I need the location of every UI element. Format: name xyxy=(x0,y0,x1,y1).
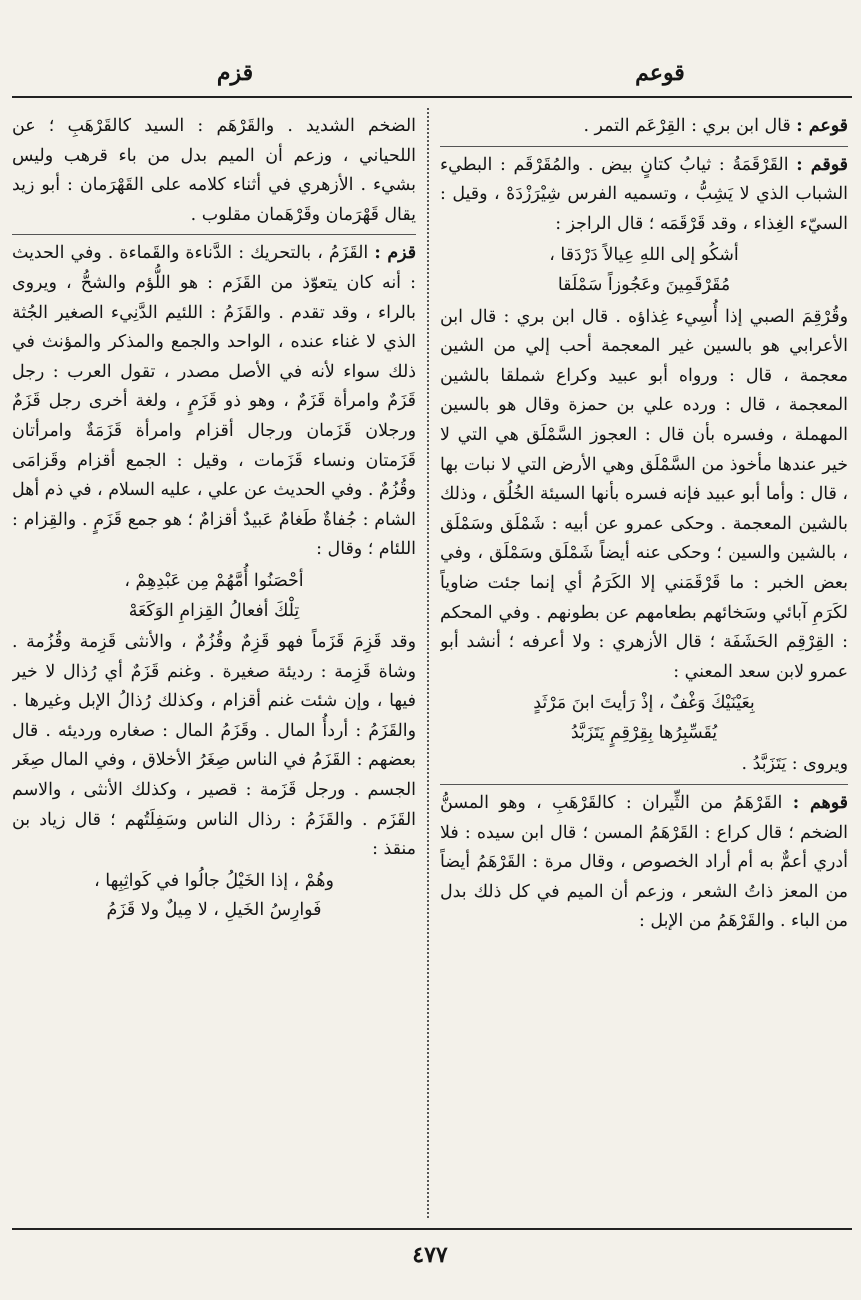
entry-text: القَرْهَمُ من الثِّيران : كالقَرْهَبِ ، وهو المسنُّ الضخم ؛ قال كراع : القَرْهَمُ المسن ؛ قال ابن سيده : فلا أدري أعمٌّ به أم أراد الخصوص ، وقال مرة : القَرْهَمُ أيضاً من المعز ذاتُ الشعر ، وزعم أن الميم في كل ذلك بدل من الباء . والقَرْهَمُ من الإبل : xyxy=(440,793,848,932)
entry-text: قال ابن بري : القِرْعَم التمر . xyxy=(583,116,791,136)
entry-text: الضخم الشديد . والقَرْهَم : السيد كالقَرْهَبِ ؛ عن اللحياني ، وزعم أن الميم بدل من باء قرهب وليس بشيء . الأزهري في أثناء كلامه على القَهْرَمان : أبو زيد يقال قَهْرَمان وقَرْهَمان مقلوب . xyxy=(12,116,416,225)
verse-line: أحْصَنُوا أُمَّهُمْ مِن عَبْدِهِمْ ، xyxy=(124,570,304,591)
verse-line: وهُمْ ، إذا الخَيْلُ جالُوا في كَواثِبِها ، xyxy=(94,870,334,891)
entry-qazam xyxy=(12,239,416,926)
entry-text: القَرْقَمَةُ : ثيابُ كتانٍ بيض . والمُقَرْقَم : البطيء الشباب الذي لا يَشِبُّ ، وتسميه الفرس شِيْرَزْدَهْ ، وقيل : السيّء الغِذاء ، وقد قَرْقَمَه ؛ قال الراجز : xyxy=(440,154,848,234)
entry-qaw-am xyxy=(440,112,848,142)
verse-block xyxy=(12,567,416,626)
entry-headword: قزم : xyxy=(374,243,416,264)
verse-block xyxy=(440,689,848,748)
entry-text: القَزَمُ ، بالتحريك : الدَّناءة والقَماءة . وفي الحديث : أنه كان يتعوّذ من القَزَم : هو اللُّؤم والشحُّ ، ويروى بالراء ، وقد تقدم . والقَزَمُ : اللئيم الدَّنِيء الصغير الجُثة الذي لا غناء عنده ، الواحد والجمع والمذكر والمؤنث في ذلك سواء لأنه في الأصل مصدر ، تقول العرب : رجل قَزَمٌ وامرأة قَزَمٌ ، وهو ذو قَزَمٍ ، ولغة أخرى رجل قَزَمٌ ورجلان قَزَمان ورجال أقزام وامرأة قَزَمَةٌ وامرأتان قَزَمتان ونساء قَزَمات ، وقيل : الجمع أقزام وقَزامَى وقُزُمٌ . وفي الحديث عن علي ، عليه السلام ، في ذم أهل الشام : جُفاةٌ طَغامٌ عَبيدٌ أقزامٌ ؛ هو جمع قَزَمٍ . والقِزام : اللئام ؛ وقال : xyxy=(12,243,416,560)
left-column xyxy=(12,112,416,1220)
column-divider xyxy=(427,108,429,1218)
entry-text: وقد قَزِمَ قَزَماً فهو قَزِمٌ وقُزُمٌ ، والأنثى قَزِمة وقُزُمة . وشاة قَزِمة : رديئة صغيرة . وغنم قَزَمٌ أي رُذال لا خير فيها ، وإن شئت غنم أقزام ، وكذلك رُذالُ الإبل وغيرها . والقَزَمُ : أردأُ المال . وقَزَمُ المال : صغاره ورديئه . قال بعضهم : القَزَمُ في الناس صِغَرُ الأخلاق ، وفي المال صِغَر الجسم . ورجل قَزَمة : قصير ، وكذلك الأنثى ، والاسم القَزَم . والقَزَمُ : رذال الناس وسَفِلَتُهم ؛ قال زياد بن منقذ : xyxy=(12,632,416,860)
verse-line: يُقَسِّبِرُها بِقِرْقِمٍ يَتَزَبَّدُ xyxy=(570,722,718,743)
verse-line: تِلْكَ أفعالُ القِزامِ الوَكَعَهْ xyxy=(128,600,300,621)
entry-text: وقُرْقِمَ الصبي إذا أُسِيء غِذاؤه . قال ابن بري : قال ابن الأعرابي هو بالسين غير المعجمة أحب إلي من الشين معجمة ، قال : ورواه أبو عبيد وكراع شملقا بالشين المعجمة ، قال : ورده علي بن حمزة وقال هو بالسين المهملة ، وفسره بأن قال : العجوز السَّمْلَق هي التي لا خير عندها مأخوذ من السَّمْلَق وهي الأرض التي لا نبات بها ، قال : وأما أبو عبيد فإنه فسره بأنها السيئة الخُلُق ، وذلك بالشين المعجمة . وحكى عمرو عن أبيه : شَمْلَق وسَمْلَق ، بالشين والسين ؛ وحكى عنه أيضاً شَمْلَق وسَمْلَق ، وفي بعض الخبر : ما قَرْقَمَني إلا الكَرَمُ أي إنما جئت ضاوياً لكَرَمِ آبائي وسَخائهم بطعامهم عن بطونهم . وفي المحكم : القِرْقِم الحَشَفَة ؛ قال الأزهري : ولا أعرفه ؛ أنشد أبو عمرو لابن سعد المعني : xyxy=(440,306,848,682)
verse-line: أشكُو إلى اللهِ عِيالاً دَرْدَقا ، xyxy=(549,245,739,266)
entry-qawqam xyxy=(440,151,848,780)
left-running-headword: قزم xyxy=(216,60,254,86)
verse-line: مُقَرْقَمِينَ وعَجُوزاً سَمْلَقا xyxy=(557,274,731,295)
right-running-headword: قوعم xyxy=(635,60,685,86)
top-rule xyxy=(12,96,852,98)
verse-block xyxy=(440,241,848,300)
entry-headword: قوقم : xyxy=(796,154,848,175)
entry-headword: قوعم : xyxy=(796,116,848,136)
bottom-rule xyxy=(12,1228,852,1230)
verse-line: فَوارِسُ الخَيلِ ، لا مِيلٌ ولا قَزَمُ xyxy=(106,900,322,921)
entry-headword: قوهم : xyxy=(792,793,848,814)
entry-separator xyxy=(440,146,848,147)
verse-line: بِعَيْنَيْكَ وَغْفٌ ، إذْ رَأيتَ ابنَ مَرْثَدٍ xyxy=(533,693,755,714)
entry-continuation xyxy=(12,112,416,230)
entry-qawham xyxy=(440,789,848,937)
verse-block xyxy=(12,867,416,926)
entry-separator xyxy=(440,784,848,785)
entry-text: ويروى : يَتَزَبَّدُ . xyxy=(741,754,848,775)
entry-separator xyxy=(12,234,416,235)
page-number: ٤٧٧ xyxy=(412,1242,448,1268)
right-column xyxy=(440,112,848,1220)
